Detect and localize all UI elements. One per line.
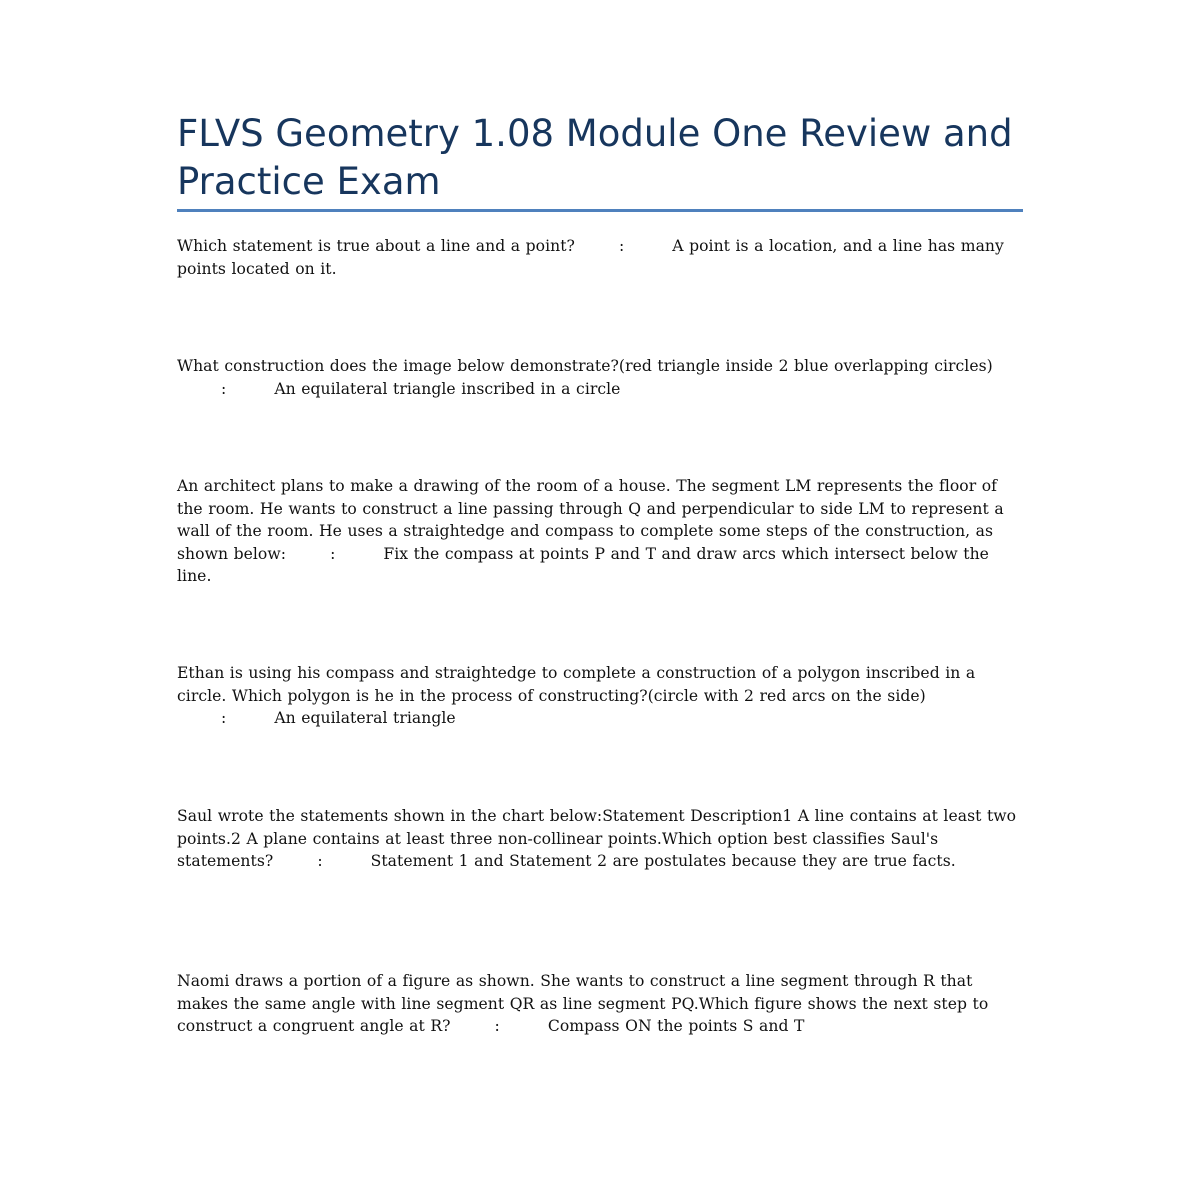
- qa-separator: :: [618, 237, 625, 255]
- question-text: Ethan is using his compass and straightedge to complete a construction of a polygon inscribed in a circle. Which polygon is he in the process of constructing?(circle with 2 red arcs on the side): [177, 664, 976, 705]
- qa-separator: :: [221, 709, 227, 727]
- question-text: An architect plans to make a drawing of the room of a house. The segment LM represents the floor of the room. He wants to construct a line passing through Q and perpendicular to side LM to represent a wall of the room. He uses a straightedge and compass to complete some steps of the construction, as shown below:: [177, 477, 1004, 563]
- qa-item-6: [177, 970, 1023, 1038]
- qa-item-2: [177, 355, 1023, 400]
- qa-item-5: [177, 805, 1023, 873]
- question-text: Naomi draws a portion of a figure as shown. She wants to construct a line segment through R that makes the same angle with line segment QR as line segment PQ.Which figure shows the next step to construct a congruent angle at R?: [177, 972, 989, 1035]
- answer-text: Statement 1 and Statement 2 are postulates because they are true facts.: [370, 852, 956, 870]
- answer-text: Fix the compass at points P and T and draw arcs which intersect below the line.: [177, 544, 989, 585]
- answer-text: A point is a location, and a line has many points located on it.: [177, 237, 1004, 278]
- qa-separator: :: [494, 1017, 500, 1035]
- question-text: Saul wrote the statements shown in the chart below:Statement Description1 A line contains at least two points.2 A plane contains at least three non-collinear points.Which option best classifies Saul's statements?: [177, 807, 1017, 870]
- qa-separator: :: [330, 544, 336, 563]
- question-text: Which statement is true about a line and a point?: [177, 237, 575, 255]
- answer-text: An equilateral triangle inscribed in a circle: [274, 379, 621, 398]
- qa-separator: :: [317, 852, 323, 870]
- qa-item-4: [177, 662, 1023, 730]
- question-text: What construction does the image below demonstrate?(red triangle inside 2 blue overlapping circles): [177, 357, 993, 375]
- qa-separator: :: [221, 379, 227, 398]
- document-title: FLVS Geometry 1.08 Module One Review and Practice Exam: [177, 112, 1013, 203]
- qa-item-1: [177, 235, 1023, 280]
- title-underline-divider: [177, 209, 1023, 212]
- qa-item-3: [177, 475, 1023, 588]
- answer-text: An equilateral triangle: [274, 709, 456, 727]
- answer-text: Compass ON the points S and T: [547, 1017, 805, 1035]
